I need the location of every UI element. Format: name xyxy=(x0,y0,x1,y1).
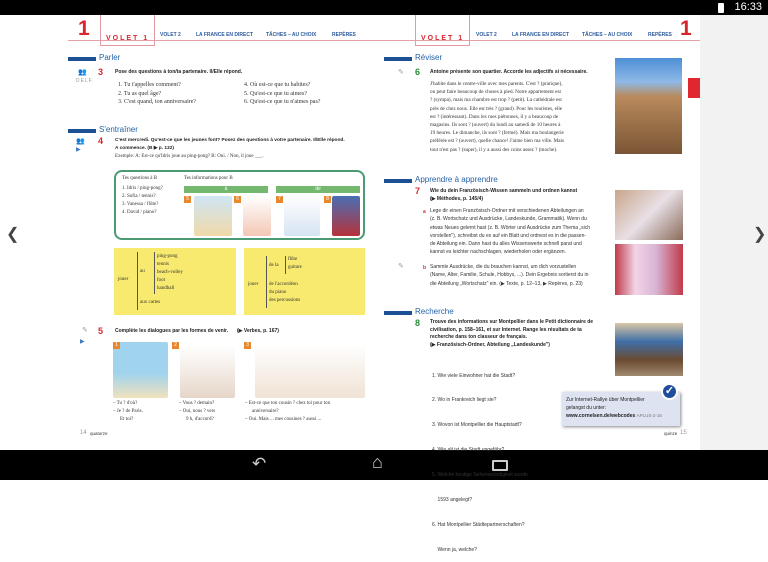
grammar-prep: au xyxy=(140,269,145,274)
example-text: Exemple: A: Est-ce qu'Idris joue au ping-pong? B: Oui. / Non, il joue ___. xyxy=(115,154,264,159)
exercise-number: 5 xyxy=(98,326,104,336)
question-list xyxy=(122,185,163,217)
pencil-icon: ✎ xyxy=(398,263,404,270)
instruction-text: Trouve des informations sur Montpellier dans le Petit dictionnaire de xyxy=(430,319,594,325)
text-line: ? (sympa), mais ma chambre est trop ? (petit). La cathédrale est xyxy=(430,97,562,104)
binder-photo xyxy=(615,244,683,295)
text-line: Sammle Ausdrücke, die du brauchen kannst, um dich vorzustellen xyxy=(430,264,577,270)
callout-text: gelangst du unter: xyxy=(566,405,607,411)
image-tag: 2 xyxy=(172,342,179,349)
instruction-text: C'est mercredi. Qu'est-ce que les jeunes font? Posez des questions à votre partenaire. Il/Elle répond. xyxy=(115,138,345,143)
list-item: 1. Idris / ping-pong? xyxy=(122,186,163,191)
list-item: handball xyxy=(157,286,175,291)
piano-illustration xyxy=(284,196,320,236)
list-item: 2. Wo in Frankreich liegt sie? xyxy=(432,397,497,404)
reference-link[interactable]: (▶ Verbes, p. 167) xyxy=(237,328,279,334)
instruction-text: A commence. (B ▶ p. 132) xyxy=(115,146,174,151)
instruction-text: civilisation, p. 158–161, et sur Internet. Range les résultats de ta xyxy=(430,326,582,333)
research-question-list xyxy=(432,355,558,562)
differentiation-icon: ▶ xyxy=(76,147,81,153)
section-bar xyxy=(68,57,96,61)
exercise-instruction xyxy=(430,319,593,349)
text-line: magasins. Ils sont ? (ouvert) du lundi au samedi de 10 heures à xyxy=(430,122,561,129)
info-box xyxy=(114,170,365,240)
list-item: ping-pong xyxy=(157,254,178,259)
tab-volet-1[interactable]: VOLET 1 xyxy=(100,15,155,46)
grammar-prep: de la xyxy=(269,263,279,268)
text-line: (z. B. Wortschatz und Ausdrücke, Landeskunde, Grammatik). Wenn du xyxy=(430,216,587,223)
dialogue-line: anniversaire? xyxy=(252,409,279,414)
dialogue-line: – Je ? de Paris. xyxy=(113,409,143,414)
grammar-box-jouer-de xyxy=(244,248,365,315)
list-item: tennis xyxy=(157,262,169,267)
reference-link[interactable]: (▶ Méthodes, p. 145/4) xyxy=(430,196,484,202)
group-work-icon: 👥 xyxy=(76,138,85,145)
bracket-line xyxy=(285,256,286,274)
exercise-number: 3 xyxy=(98,67,104,77)
box-title: Tes questions à B xyxy=(122,176,158,181)
list-item: 3. C'est quand, ton anniversaire? xyxy=(118,99,197,106)
tab-la-france-en-direct[interactable]: LA FRANCE EN DIRECT xyxy=(196,32,254,38)
bracket-line xyxy=(266,256,267,308)
section-bar xyxy=(68,129,96,133)
instruction-text: recherche dans ton classeur de français. xyxy=(430,334,527,341)
list-item: 1. Wie viele Einwohner hat die Stadt? xyxy=(432,372,516,379)
header-line xyxy=(68,40,700,41)
dialogue-3 xyxy=(245,400,330,424)
list-item: 3. Vanessa / flûte? xyxy=(122,202,159,207)
delf-badge: DELF xyxy=(76,78,93,84)
text-line: vorstellen"), schreibst du es auf ein Blatt und ordnest es in die passen- xyxy=(430,232,587,239)
section-apprendre-heading: Apprendre à apprendre xyxy=(415,175,498,184)
list-item: guitare xyxy=(288,265,302,270)
tab-reperes[interactable]: REPÈRES xyxy=(332,32,356,38)
exercise-number: 8 xyxy=(415,318,421,328)
list-item: 3. Wovon ist Montpellier die Hauptstadt? xyxy=(432,422,522,429)
callout-text: Zur Internet-Rallye über Montpellier xyxy=(566,397,645,403)
status-bar xyxy=(0,0,768,15)
back-icon[interactable]: ↶ xyxy=(252,454,267,473)
list-item: 4. David / piano? xyxy=(122,210,157,215)
text-line: (Name, Alter, Familie, Schule, Hobbys, ...). Dein Ergebnis sortierst du in xyxy=(430,272,589,279)
text-line: est ? (intéressant). Dans les rues piétonnes, il y a beaucoup de xyxy=(430,113,559,120)
column-header: de xyxy=(276,186,360,193)
section-bar xyxy=(384,57,412,61)
image-tag: 5 xyxy=(184,196,191,203)
item-a-text xyxy=(430,207,590,257)
image-tag: 6 xyxy=(234,196,241,203)
list-item: 1593 angelegt? xyxy=(432,497,473,504)
prev-page-chevron-icon[interactable]: ❮ xyxy=(6,226,20,243)
list-item: Wenn ja, welche? xyxy=(432,546,477,553)
exercise-instruction: Antoine présente son quartier. Accorde les adjectifs si nécessaire. xyxy=(430,69,588,75)
question-list-1 xyxy=(118,81,196,107)
page-word: quinze xyxy=(664,431,678,436)
exercise-number: 7 xyxy=(415,186,421,196)
football-illustration xyxy=(243,196,271,236)
dialogue-3-illustration xyxy=(255,344,365,398)
grammar-box-jouer-au xyxy=(114,248,236,315)
tab-la-france-en-direct-right[interactable]: LA FRANCE EN DIRECT xyxy=(512,32,570,38)
list-item: de l'accordéon xyxy=(269,282,298,287)
dialogue-1 xyxy=(113,400,143,424)
page-number: 15 xyxy=(680,430,687,436)
list-item: 6. Hat Montpellier Städtepartnerschaften? xyxy=(432,521,525,528)
bracket-line xyxy=(154,252,155,294)
grammar-verb: jouer xyxy=(118,277,129,282)
list-item: beach-volley xyxy=(157,270,183,275)
dialogue-2-illustration xyxy=(180,346,235,398)
section-bar xyxy=(384,311,412,315)
column-header: à xyxy=(184,186,268,193)
list-item: 5. Welche heutige Sehenswürdigkeit wurde xyxy=(432,472,528,479)
exercise-instruction: Complète les dialogues par les formes de venir. xyxy=(115,328,229,334)
next-page-chevron-icon[interactable]: ❯ xyxy=(753,226,767,243)
chapter-number-right: 1 xyxy=(680,17,692,40)
dialogue-line: – Tu ? d'où? xyxy=(113,401,138,406)
list-item: 1. Tu t'appelles comment? xyxy=(118,82,181,88)
text-line: J'habite dans le centre-ville avec mes parents. C'est ? (pratique), xyxy=(430,81,563,87)
list-item: foot xyxy=(157,278,166,283)
grammar-list xyxy=(288,256,302,272)
pencil-icon: ✎ xyxy=(398,69,404,76)
webcode-link[interactable]: www.cornelsen.de/webcodes xyxy=(566,413,636,419)
text-line: kannst es leichter nachschlagen, wiederholen oder ergänzen. xyxy=(430,249,566,256)
montpellier-cafe-photo xyxy=(615,323,683,376)
bracket-line xyxy=(137,252,138,310)
list-item: des percussions xyxy=(269,298,301,303)
text-line: de Abteilung ein. Dann hast du alles Wissenswerte schnell parat und xyxy=(430,241,582,248)
exercise-instruction: Pose des questions à ton/ta partenaire. Il/Elle répond. xyxy=(115,69,243,75)
section-bar xyxy=(384,179,412,183)
section-parler-heading: Parler xyxy=(99,53,121,62)
image-tag: 7 xyxy=(276,196,283,203)
text-line: on peut faire beaucoup de choses à pied. Notre appartement est xyxy=(430,89,561,96)
pair-work-icon: 👥 xyxy=(78,69,87,76)
text-line: 19 heures. Le dimanche, ils sont ? (fermé). Mais ma boulangerie xyxy=(430,130,564,137)
dialogue-line: – Est-ce que ton cousin ? chez toi pour ton xyxy=(245,401,331,406)
list-item: 2. Sofia / tennis? xyxy=(122,194,156,199)
navigation-bar xyxy=(0,450,768,480)
grammar-list xyxy=(157,253,183,293)
list-item: 6. Qu'est-ce que tu n'aimes pas? xyxy=(244,99,321,106)
tab-volet-1-right[interactable]: VOLET 1 xyxy=(415,15,470,46)
section-reviser-heading: Réviser xyxy=(415,53,443,62)
list-item: 5. Qu'est-ce que tu aimes? xyxy=(244,90,307,97)
webcode: APLUS-2-15 xyxy=(636,413,662,418)
text-line: Lege dir einen Französisch-Ordner mit verschiedenen Abteilungen an xyxy=(430,208,584,214)
page-number: 14 xyxy=(80,430,87,436)
text-line: près de chez nous. Elle est très ? (grand). Pour les touristes, elle xyxy=(430,105,563,112)
section-sentrainer-heading: S'entraîner xyxy=(99,125,138,134)
list-item: 2. Tu as quel âge? xyxy=(118,90,162,97)
question-list-2 xyxy=(244,81,320,107)
item-label: b xyxy=(423,265,427,271)
text-line: die Abteilung „Wortschatz" ein. (▶ Texte, p. 12–13, ▶ Repères, p. 23) xyxy=(430,280,583,287)
grammar-extra: aux cartes xyxy=(140,300,161,305)
tab-reperes-right[interactable]: REPÈRES xyxy=(648,32,672,38)
dialogue-line: 9 h, d'accord? xyxy=(186,417,214,422)
tab-volet-2-right[interactable]: VOLET 2 xyxy=(476,32,497,38)
text-line: etwas Neues gelernt hast (z. B. Wörter und Ausdrücke zum Thema „sich xyxy=(430,224,590,231)
section-recherche-heading: Recherche xyxy=(415,307,454,316)
chapter-number: 1 xyxy=(78,17,90,40)
checkmark-icon: ✓ xyxy=(661,383,678,400)
accordion-illustration xyxy=(332,196,360,236)
page-word: quatorze xyxy=(90,431,108,436)
dialogue-line: – Oui. Mais ... mes cousines ? aussi ... xyxy=(245,417,322,422)
dialogue-line: – Vous ? demain? xyxy=(179,401,215,406)
exercise-instruction xyxy=(115,137,365,161)
tab-volet-2[interactable]: VOLET 2 xyxy=(160,32,181,38)
list-item: du piano xyxy=(269,290,287,295)
tab-taches-right[interactable]: TÂCHES – AU CHOIX xyxy=(582,32,633,38)
image-tag: 3 xyxy=(244,342,251,349)
list-item: flûte xyxy=(288,257,298,262)
list-item: 4. Wie alt ist die Stadt ungefähr? xyxy=(432,447,505,454)
exercise-number: 4 xyxy=(98,136,104,146)
beach-volley-illustration xyxy=(194,196,232,236)
image-tag: 8 xyxy=(324,196,331,203)
battery-icon xyxy=(718,3,724,13)
instruction-text: Wie du dein Französisch-Wissen sammeln und ordnen kannst xyxy=(430,188,578,194)
tab-taches[interactable]: TÂCHES – AU CHOIX xyxy=(266,32,317,38)
cathedral-photo xyxy=(615,58,682,154)
grammar-list xyxy=(269,281,300,305)
item-label: a xyxy=(423,209,426,215)
text-line: tout n'est pas ? (super), il y a aussi des coins assez ? (moche). xyxy=(430,146,558,153)
dialogue-1-illustration xyxy=(113,342,168,398)
dialogue-line: Et toi? xyxy=(120,417,134,422)
image-tag: 1 xyxy=(113,342,120,349)
item-b-text xyxy=(430,263,588,288)
text-line: préférée est ? (ouvert), quelle chance! J'aime bien ma ville. Mais xyxy=(430,138,565,145)
reviser-text xyxy=(430,80,564,154)
box-title: Tes informations pour B xyxy=(184,176,233,181)
exercise-instruction xyxy=(430,187,577,203)
dialogue-line: – Oui, nous ? vers xyxy=(179,409,216,414)
home-icon[interactable]: ⌂ xyxy=(372,452,383,472)
list-item: 4. Où est-ce que tu habites? xyxy=(244,82,311,88)
students-photo xyxy=(615,190,683,240)
grammar-verb: jouer xyxy=(248,282,259,287)
differentiation-icon: ▶ xyxy=(80,339,85,345)
dialogue-2 xyxy=(179,400,215,424)
clock: 16:33 xyxy=(734,1,762,13)
pencil-icon: ✎ xyxy=(82,327,88,334)
bookmark-tab[interactable] xyxy=(688,78,700,98)
exercise-number: 6 xyxy=(415,67,421,77)
reference-link[interactable]: (▶ Französisch-Ordner, Abteilung „Landeskunde") xyxy=(430,341,550,348)
